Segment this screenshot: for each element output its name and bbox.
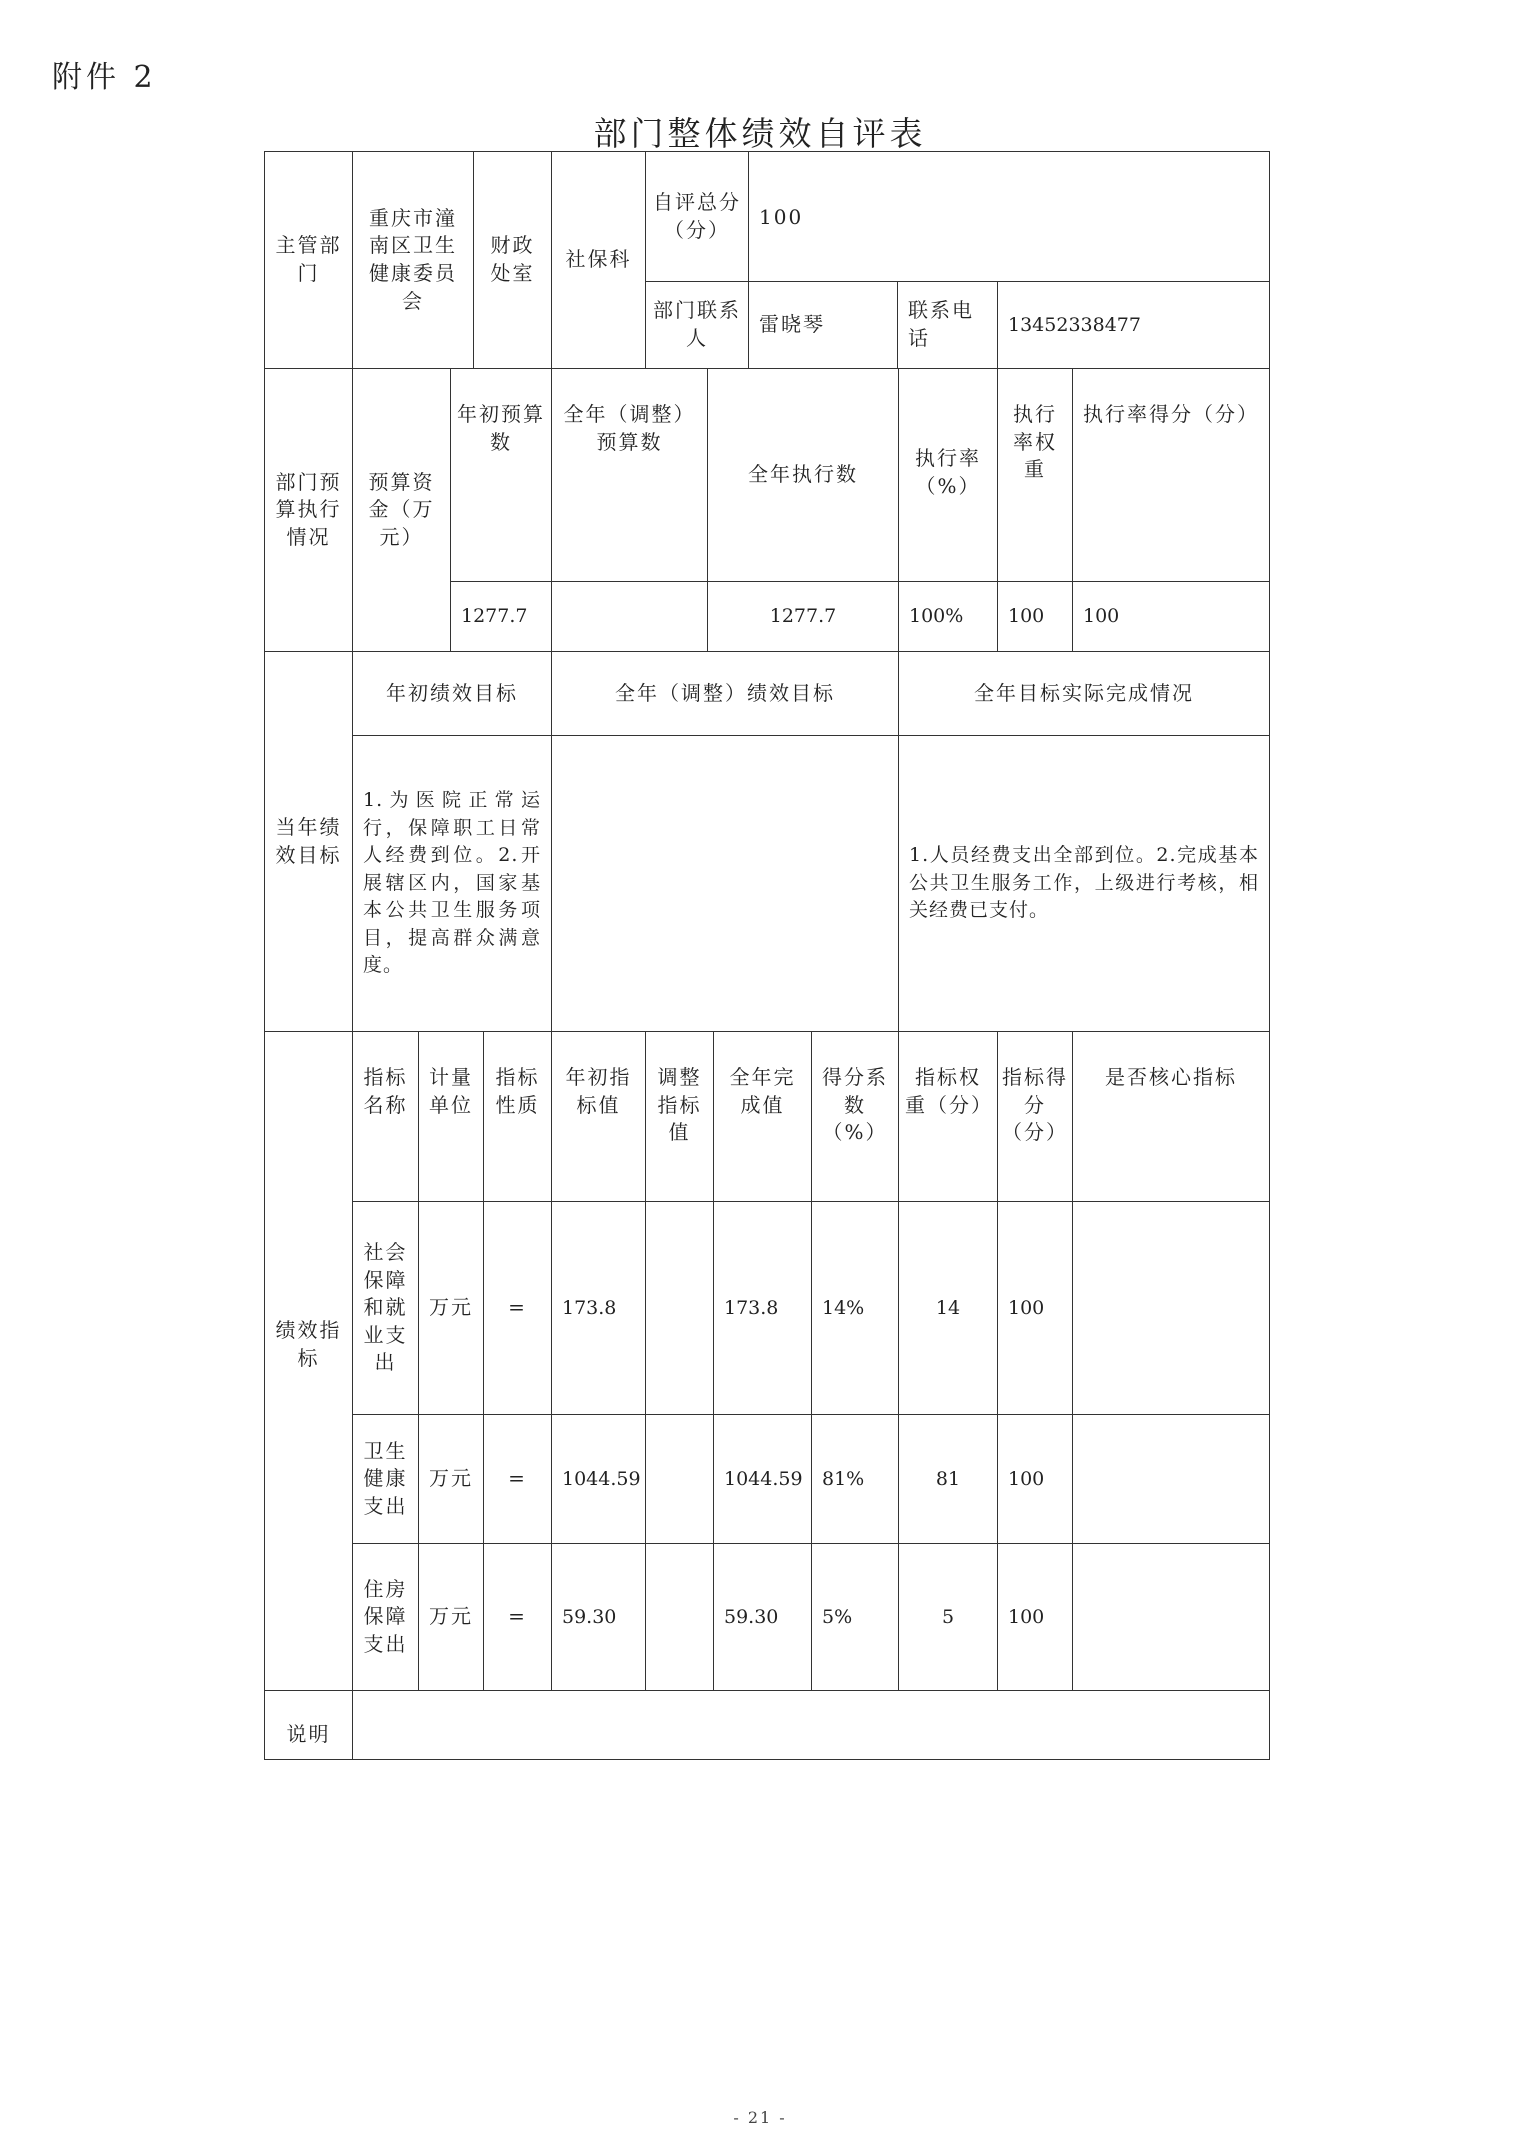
budget-value-rate-weight: 100 [997,581,1073,652]
budget-value-initial: 1277.7 [450,581,552,652]
indicator-header-initial: 年初指标值 [551,1031,646,1202]
indicator-header-core: 是否核心指标 [1072,1031,1270,1202]
indicator-row1-score: 100 [997,1201,1073,1415]
indicator-row3-coef: 5% [811,1543,899,1691]
budget-value-rate-score: 100 [1072,581,1270,652]
indicator-header-weight: 指标权重（分） [898,1031,998,1202]
dept-name: 重庆市潼南区卫生健康委员会 [352,151,474,369]
budget-header-rate: 执行率（%） [898,368,998,582]
indicator-row2-score: 100 [997,1414,1073,1544]
indicator-row2-name: 卫生健康支出 [352,1414,419,1544]
indicator-row1-weight: 14 [898,1201,998,1415]
contact-name: 雷晓琴 [748,281,898,369]
indicator-row1-completed: 173.8 [713,1201,812,1415]
goals-row-label: 当年绩效目标 [264,651,353,1032]
indicator-header-name: 指标名称 [352,1031,419,1202]
indicators-row-label: 绩效指标 [264,1031,353,1691]
indicator-row1-coef: 14% [811,1201,899,1415]
page-title: 部门整体绩效自评表 [593,114,927,153]
indicator-row1-nature: = [483,1201,552,1415]
indicator-row2-nature: = [483,1414,552,1544]
indicator-header-adjusted: 调整指标值 [645,1031,714,1202]
indicator-header-completed: 全年完成值 [713,1031,812,1202]
indicator-header-score: 指标得分（分） [997,1031,1073,1202]
self-score-label: 自评总分（分） [645,151,749,282]
budget-value-adjusted [551,581,708,652]
indicator-row3-core [1072,1543,1270,1691]
indicator-row2-core [1072,1414,1270,1544]
indicator-row1-name: 社会保障和就业支出 [352,1201,419,1415]
goals-header-initial: 年初绩效目标 [352,651,552,736]
goals-header-actual: 全年目标实际完成情况 [898,651,1270,736]
goals-actual-text: 1.人员经费支出全部到位。2.完成基本公共卫生服务工作，上级进行考核，相关经费已支付。 [898,735,1270,1032]
phone-value: 13452338477 [997,281,1270,369]
indicator-row3-nature: = [483,1543,552,1691]
budget-value-rate: 100% [898,581,998,652]
annex-label: 附件 2 [52,60,157,95]
budget-header-executed: 全年执行数 [707,368,899,582]
indicator-row3-name: 住房保障支出 [352,1543,419,1691]
budget-header-rate-score: 执行率得分（分） [1072,368,1270,582]
indicator-header-coef: 得分系数（%） [811,1031,899,1202]
page-number: - 21 - [733,2108,787,2127]
indicator-row3-score: 100 [997,1543,1073,1691]
self-score-value: 100 [748,151,1270,282]
goals-header-adjusted: 全年（调整）绩效目标 [551,651,899,736]
indicator-row2-weight: 81 [898,1414,998,1544]
indicator-row2-initial: 1044.59 [551,1414,646,1544]
indicator-row3-unit: 万元 [418,1543,484,1691]
indicator-row2-adjusted [645,1414,714,1544]
fund-label: 预算资金（万元） [352,368,451,652]
indicator-header-unit: 计量单位 [418,1031,484,1202]
dept-label: 主管部门 [264,151,353,369]
indicator-row1-unit: 万元 [418,1201,484,1415]
phone-label: 联系电话 [897,281,998,369]
goals-initial-text: 1.为医院正常运行，保障职工日常人经费到位。2.开展辖区内，国家基本公共卫生服务项目，提高群众满意度。 [352,735,552,1032]
budget-row-label: 部门预算执行情况 [264,368,353,652]
budget-header-rate-weight: 执行率权重 [997,368,1073,582]
indicator-row2-coef: 81% [811,1414,899,1544]
indicator-row1-adjusted [645,1201,714,1415]
budget-header-initial: 年初预算数 [450,368,552,582]
section-name: 社保科 [551,151,646,369]
indicator-row1-initial: 173.8 [551,1201,646,1415]
finance-office: 财政处室 [473,151,552,369]
budget-header-adjusted: 全年（调整）预算数 [551,368,708,582]
indicator-header-nature: 指标性质 [483,1031,552,1202]
notes-value [352,1690,1270,1760]
indicator-row3-weight: 5 [898,1543,998,1691]
indicator-row3-initial: 59.30 [551,1543,646,1691]
budget-value-executed: 1277.7 [707,581,899,652]
indicator-row2-unit: 万元 [418,1414,484,1544]
goals-adjusted-text [551,735,899,1032]
indicator-row2-completed: 1044.59 [713,1414,812,1544]
indicator-row1-core [1072,1201,1270,1415]
indicator-row3-completed: 59.30 [713,1543,812,1691]
contact-label: 部门联系人 [645,281,749,369]
notes-label: 说明 [264,1690,353,1760]
indicator-row3-adjusted [645,1543,714,1691]
